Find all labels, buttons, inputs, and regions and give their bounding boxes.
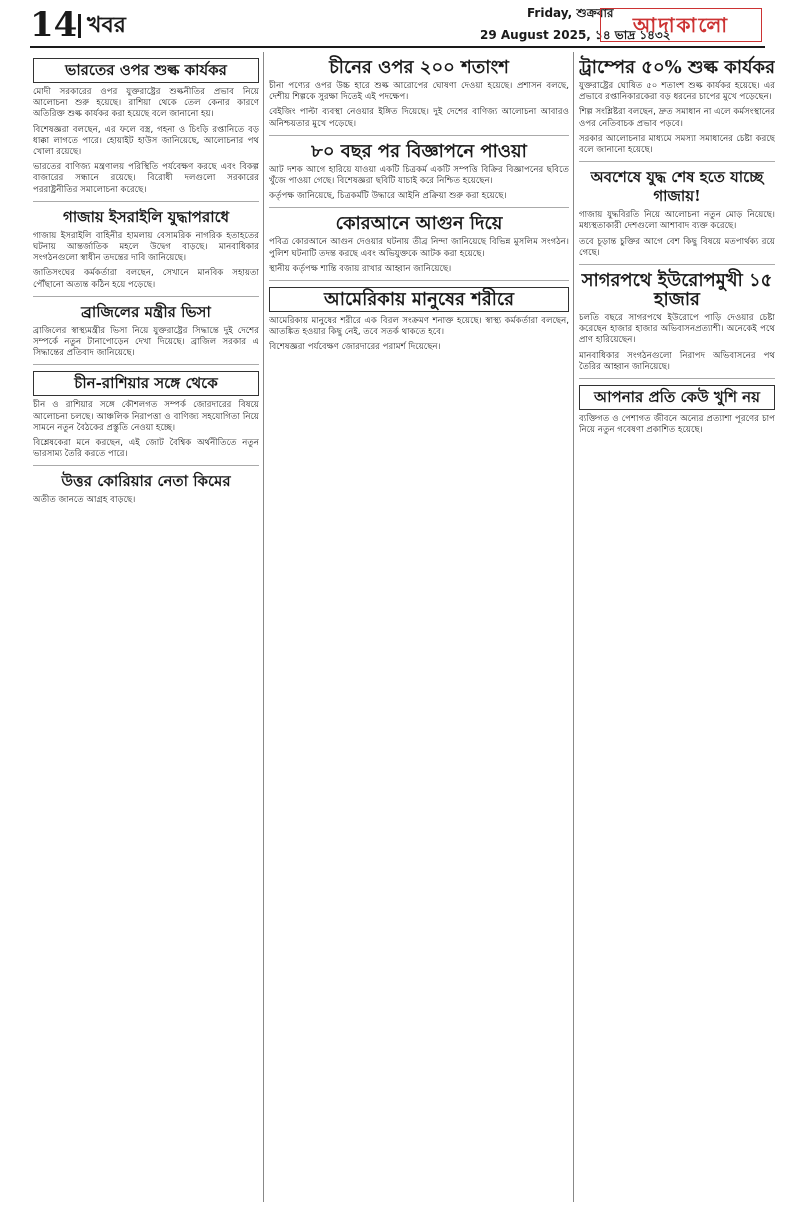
headline-korea-fire: কোরআনে আগুন দিয়ে [335,213,503,235]
paragraph: পবিত্র কোরআনে আগুন দেওয়ার ঘটনায় তীব্র নিন্দা জানিয়েছে বিভিন্ন মুসলিম সংগঠন। পুলিশ ঘটনাটি তদন্ত করছে এবং অভিযুক্তকে আটক করা হয়েছে। [269,237,569,259]
paragraph: মানবাধিকার সংগঠনগুলো নিরাপদ অভিবাসনের পথ তৈরির আহ্বান জানিয়েছে। [579,350,775,372]
paragraph: গাজায় যুদ্ধবিরতি নিয়ে আলোচনা নতুন মোড় নিয়েছে। মধ্যস্থতাকারী দেশগুলো আশাবাদ ব্যক্ত করেছে। [579,210,775,232]
paragraph: আট দশক আগে হারিয়ে যাওয়া একটি চিত্রকর্ম একটি সম্পত্তি বিক্রির বিজ্ঞাপনের ছবিতে খুঁজে পাওয়া গেছে। বিশেষজ্ঞরা ছবিটি যাচাই করে নিশ্চিত হয়েছেন। [269,164,569,187]
divider [579,264,775,265]
paragraph: বিশেষজ্ঞরা বলছেন, এর ফলে বস্ত্র, গহনা ও চিংড়ি রপ্তানিতে বড় ধাক্কা লাগতে পারে। হোয়াইট হাউস জানিয়েছে, আলোচনার পথ খোলা রয়েছে। [33,124,259,158]
paragraph: সরকার আলোচনার মাধ্যমে সমস্যা সমাধানের চেষ্টা করছে বলে জানানো হয়েছে। [579,133,775,156]
paragraph: চীন ও রাশিয়ার সঙ্গে কৌশলগত সম্পর্ক জোরদারের বিষয়ে আলোচনা চলছে। আঞ্চলিক নিরাপত্তা ও বাণিজ্য সহযোগিতা নিয়ে সামনে নতুন বৈঠকের প্রস্তুতি নেওয়া হচ্ছে। [33,400,259,433]
paragraph: বিশেষজ্ঞরা পর্যবেক্ষণ জোরদারের পরামর্শ দিয়েছেন। [269,342,441,353]
paragraph: গাজায় ইসরাইলি বাহিনীর হামলায় বেসামরিক নাগরিক হতাহতের ঘটনায় আন্তর্জাতিক মহলে উদ্বেগ বাড়ছে। মানবাধিকার সংগঠনগুলো স্বাধীন তদন্তের দাবি জানিয়েছে। [33,230,259,264]
headline-trump-50: ট্রাম্পের ৫০% শুল্ক কার্যকর [579,57,775,78]
headline-sea-europe: সাগরপথে ইউরোপমুখী ১৫ হাজার [581,270,773,311]
headline-gaza-end: অবশেষে যুদ্ধ শেষ হতে যাচ্ছে গাজায়! [590,168,764,206]
divider [33,364,259,365]
column-middle [269,52,569,1202]
headline-happy-you: আপনার প্রতি কেউ খুশি নয় [579,385,775,410]
page-number: 14 [30,5,78,45]
paragraph: বিশ্লেষকেরা মনে করছেন, এই জোট বৈশ্বিক অর্থনীতিতে নতুন ভারসাম্য তৈরি করতে পারে। [33,438,259,460]
headline-north-korea: উত্তর কোরিয়ার নেতা কিমের [61,472,231,491]
newspaper-logo: আদাকালো [600,8,762,42]
paragraph: শিল্প সংশ্লিষ্টরা বলছেন, দ্রুত সমাধান না এলে কর্মসংস্থানের ওপর নেতিবাচক প্রভাব পড়বে। [579,107,775,129]
paragraph: চলতি বছরে সাগরপথে ইউরোপে পাড়ি দেওয়ার চেষ্টা করেছেন হাজার হাজার অভিবাসনপ্রত্যাশী। অনেকেই পথে প্রাণ হারিয়েছেন। [579,313,775,346]
divider [269,135,569,136]
paragraph: আমেরিকায় মানুষের শরীরে এক বিরল সংক্রমণ শনাক্ত হয়েছে। স্বাস্থ্য কর্মকর্তারা বলছেন, আতঙ্কিত হওয়ার কিছু নেই, তবে সতর্ক থাকতে হবে। [269,316,569,338]
paragraph: কর্তৃপক্ষ জানিয়েছে, চিত্রকর্মটি উদ্ধারে আইনি প্রক্রিয়া শুরু করা হয়েছে। [269,191,507,202]
headline-tariff-india: ভারতের ওপর শুল্ক কার্যকর [33,58,259,83]
issue-day: Friday, শুক্রবার [527,6,614,20]
divider [269,207,569,208]
paragraph: তবে চূড়ান্ত চুক্তির আগে বেশ কিছু বিষয়ে মতপার্থক্য রয়ে গেছে। [579,236,775,258]
issue-date: 29 August 2025, ১৪ ভাদ্র ১৪৩২ [480,28,671,42]
column-right [579,52,775,1202]
header-rule [30,46,765,48]
headline-china-russia: চীন-রাশিয়ার সঙ্গে থেকে [33,371,259,396]
headline-science-80: ৮০ বছর পর বিজ্ঞাপনে পাওয়া [311,140,527,162]
masthead [0,0,792,46]
column-divider [263,52,264,1202]
section-title: খবর [78,14,126,38]
paragraph: জাতিসংঘের কর্মকর্তারা বলছেন, সেখানে মানবিক সহায়তা পৌঁছানো অত্যন্ত কঠিন হয়ে পড়েছে। [33,268,259,290]
headline-brazil-visa: ব্রাজিলের মন্ত্রীর ভিসা [81,302,211,321]
column-left [33,52,259,1202]
paragraph: অতীত জানতে আগ্রহ বাড়ছে। [33,495,136,506]
divider [33,296,259,297]
column-divider [573,52,574,1202]
divider [33,201,259,202]
paragraph: যুক্তরাষ্ট্রের ঘোষিত ৫০ শতাংশ শুল্ক কার্যকর হয়েছে। এর প্রভাবে রপ্তানিকারকেরা বড় ধরনের চাপের মুখে পড়েছেন। [579,81,775,103]
paragraph: ব্যক্তিগত ও পেশাগত জীবনে অন্যের প্রত্যাশা পূরণের চাপ নিয়ে নতুন গবেষণা প্রকাশিত হয়েছে। [579,414,775,436]
paragraph: ভারতের বাণিজ্য মন্ত্রণালয় পরিস্থিতি পর্যবেক্ষণ করছে এবং বিকল্প বাজারের সন্ধানে রয়েছে। বিরোধী দলগুলো সরকারের পররাষ্ট্রনীতির সমালোচনা করেছে। [33,162,259,195]
divider [579,161,775,162]
paragraph: চীনা পণ্যের ওপর উচ্চ হারে শুল্ক আরোপের ঘোষণা দেওয়া হয়েছে। প্রশাসন বলছে, দেশীয় শিল্পকে সুরক্ষা দিতেই এই পদক্ষেপ। [269,81,569,103]
paragraph: বেইজিং পাল্টা ব্যবস্থা নেওয়ার ইঙ্গিত দিয়েছে। দুই দেশের বাণিজ্য আলোচনা আবারও অনিশ্চয়তার মুখে পড়েছে। [269,107,569,129]
paragraph: মোদী সরকারের ওপর যুক্তরাষ্ট্রের শুল্কনীতির প্রভাব নিয়ে আলোচনা শুরু হয়েছে। রাশিয়া থেকে তেল কেনার কারণে অতিরিক্ত শুল্ক কার্যকর করা হয়েছে বলে জানানো হয়। [33,87,259,120]
divider [33,465,259,466]
headline-american-body: আমেরিকায় মানুষের শরীরে [269,287,569,312]
headline-gaza-war-crime: গাজায় ইসরাইলি যুদ্ধাপরাধে [62,207,230,226]
paragraph: ব্রাজিলের স্বাস্থ্যমন্ত্রীর ভিসা নিয়ে যুক্তরাষ্ট্রের সিদ্ধান্তে দুই দেশের সম্পর্কে নতুন টানাপোড়েন দেখা দিয়েছে। ব্রাজিল সরকার এ সিদ্ধান্তের প্রতিবাদ জানিয়েছে। [33,325,259,359]
headline-china-200: চীনের ওপর ২০০ শতাংশ [329,57,509,78]
paragraph: স্থানীয় কর্তৃপক্ষ শান্তি বজায় রাখার আহ্বান জানিয়েছে। [269,263,452,274]
divider [579,378,775,379]
divider [269,280,569,281]
